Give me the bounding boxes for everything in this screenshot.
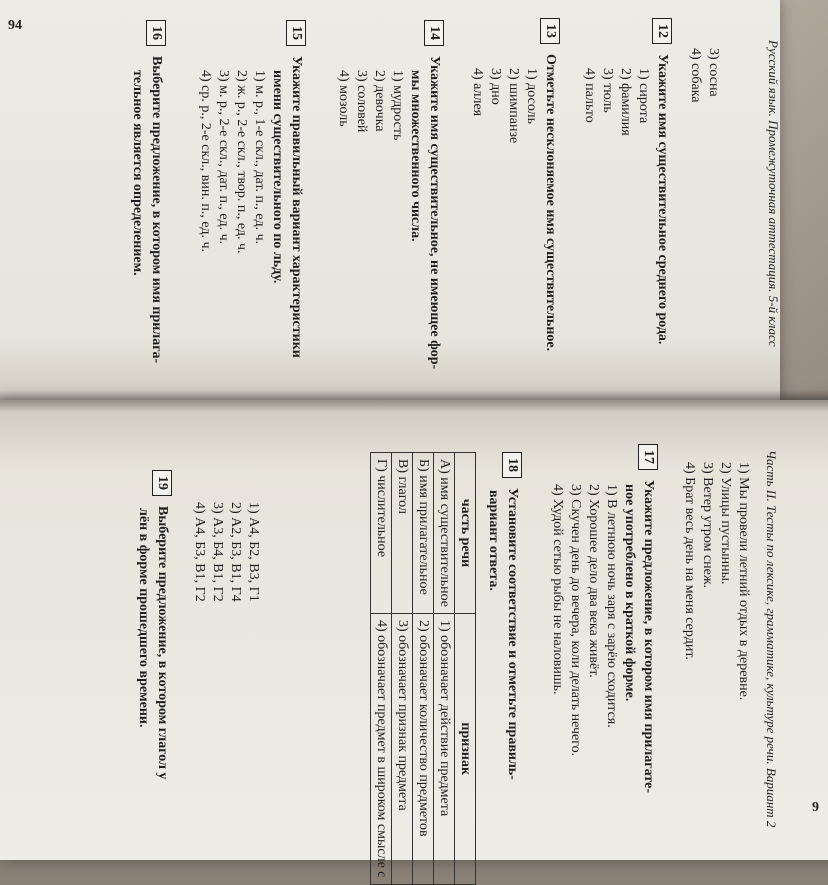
option: 4) собака [688,48,703,103]
question-text-cont: мы множественного числа. [408,70,423,242]
option: 2) Хорошее дело два века живёт. [586,484,601,678]
question-12 [580,18,672,344]
option: 3) Ветер утром снеж. [700,462,715,589]
question-text: Отметьте несклоняемое имя существительное. [543,54,558,352]
question-16 [128,20,166,363]
option: 2) фамилия [618,68,633,136]
question-number: 19 [152,470,172,496]
right-header [762,450,780,827]
option: 3) сосна [706,48,721,97]
option: 3) дно [488,68,503,105]
question-text: Укажите имя существительное, не имеющее фор- [427,56,442,370]
option: 4) пальто [582,68,597,123]
question-number: 13 [540,18,560,44]
table-cell: 2) обозначает количество предметов [413,613,434,884]
right-header-text: Часть II. Тесты по лексике, грамматике, культуре речи. Вариант 2 [764,450,779,828]
option: 4) А4, Б3, В1, Г2 [192,502,207,602]
option: 3) м. р., 2-е скл., дат. п., ед. ч. [216,70,231,245]
question-17 [548,444,658,793]
left-page-number: 94 [8,18,22,33]
table-row [392,453,413,885]
table-cell: А) имя существительное [434,453,455,614]
question-text: Выберите предложение, в котором имя прилага- [149,56,164,364]
option: 3) тюль [600,68,615,113]
option: 3) соловей [354,70,369,133]
option: 1) В летнюю ночь заря с зарёю сходится. [604,484,619,728]
option: 1) мудрость [390,70,405,141]
option: 1) досоль [524,68,539,125]
option: 3) Скучен день до вечера, коли делать нечего. [568,484,583,757]
right-page-number: 9 [812,800,819,815]
left-carry-options [686,48,722,103]
option: 1) м. р., 1-е скл., дат. п., ед. ч. [252,70,267,245]
right-carry-options [680,462,752,700]
option: 3) А3, Б4, В1, Г2 [210,502,225,602]
table-cell: 4) обозначает предмет в широком смысле с [371,613,392,884]
question-text: Укажите правильный вариант характеристики [289,56,304,358]
question-number: 15 [286,20,306,46]
question-number: 18 [502,452,522,478]
question-number: 14 [424,20,444,46]
table-cell: Б) имя прилагательное [413,453,434,614]
option: 1) сирота [636,68,651,124]
question-19 [134,470,172,779]
option: 1) Мы провели летний отдых в деревне. [736,462,751,701]
table-cell: В) глагол [392,453,413,614]
option: 2) шимпанзе [506,68,521,144]
option: 2) ж. р., 2-е скл., твор. п., ед. ч. [234,70,249,254]
table-row [434,453,455,885]
question-number: 16 [146,20,166,46]
option: 4) Брат весь день на меня сердит. [682,462,697,660]
option: 2) А2, Б3, В1, Г4 [228,502,243,602]
question-text: Укажите предложение, в котором имя прилагате- [641,480,656,793]
option: 1) А4, Б2, В3, Г1 [246,502,261,602]
question-text: Укажите имя существительное среднего рода. [655,54,670,345]
option: 4) мозоль [336,70,351,127]
table-header: признак [455,613,476,884]
question-text-cont: тельное является определением. [130,70,145,276]
left-header [764,40,782,347]
question-number: 17 [638,444,658,470]
book-gutter [0,390,828,412]
question-13 [468,18,560,351]
option: 4) ср. р., 2-е скл., вин. п., ед. ч. [198,70,213,253]
question-text-cont: вариант ответа. [486,490,501,591]
question-number: 12 [652,18,672,44]
question-text-cont: лён в форме прошедшего времени. [136,508,151,728]
question-14 [334,20,444,369]
option: 4) Худой сетью рыбы не наловишь. [550,484,565,695]
question-18-options [190,502,262,602]
question-18 [362,452,522,885]
option: 2) Улицы пустынны. [718,462,733,585]
matching-table [370,452,476,885]
table-header: часть речи [455,453,476,614]
option: 2) девочка [372,70,387,132]
left-header-text: Русский язык. Промежуточная аттестация. 5-й класс [766,40,781,347]
question-text-cont: имени существительного по льду. [270,70,285,284]
question-text-cont: ное употреблено в краткой форме. [622,484,637,702]
question-text: Выберите предложение, в котором глагол у [155,506,170,780]
table-cell: 3) обозначает признак предмета [392,613,413,884]
option: 4) аллея [470,68,485,117]
table-row [413,453,434,885]
table-cell: Г) числительное [371,453,392,614]
question-15 [196,20,306,358]
table-row [371,453,392,885]
table-cell: 1) обозначает действие предмета [434,613,455,884]
question-text: Установите соответствие и отметьте правиль- [505,488,520,780]
